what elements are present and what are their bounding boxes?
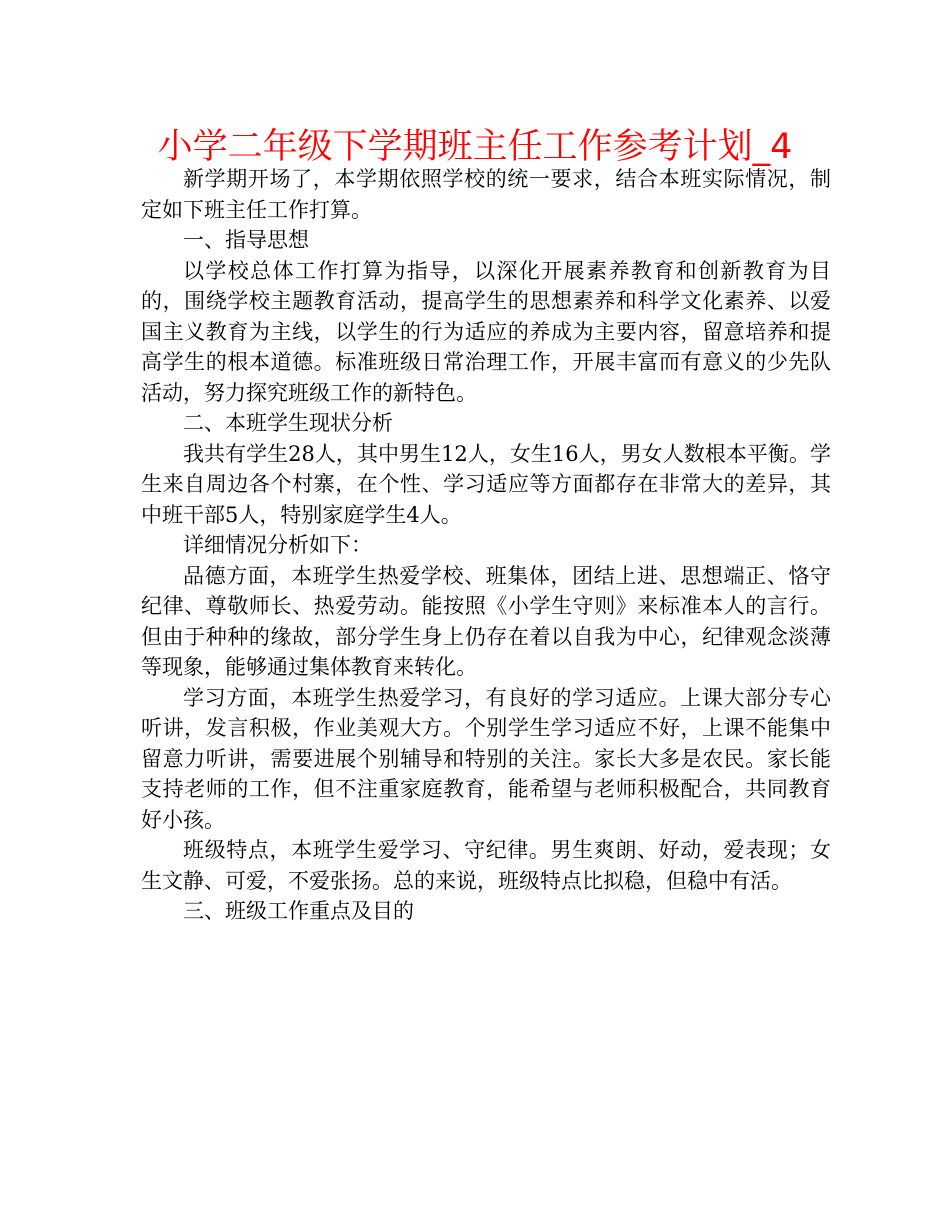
heading-key-goals: 三、班级工作重点及目的 bbox=[183, 899, 414, 923]
paragraph-class-features: 班级特点，本班学生爱学习、守纪律。男生爽朗、好动，爱表现；女生文静、可爱，不爱张扬。总的来说，班级特点比拟稳，但稳中有活。 bbox=[141, 838, 831, 893]
paragraph-guiding-ideology: 以学校总体工作打算为指导，以深化开展素养教育和创新教育为目的，围绕学校主题教育活动，提高学生的思想素养和科学文化素养、以爱国主义教育为主线，以学生的行为适应的养成为主要内容，留意培养和提高学生的根本道德。标准班级日常治理工作，开展丰富而有意义的少先队活动，努力探究班级工作的新特色。 bbox=[141, 258, 831, 405]
paragraph-intro: 新学期开场了，本学期依照学校的统一要求，结合本班实际情况，制定如下班主任工作打算。 bbox=[141, 167, 831, 222]
document-body bbox=[141, 164, 831, 927]
heading-class-status: 二、本班学生现状分析 bbox=[183, 411, 393, 435]
heading-guiding-ideology: 一、指导思想 bbox=[183, 228, 309, 252]
document-title: 小学二年级下学期班主任工作参考计划_4 bbox=[157, 127, 793, 167]
paragraph-study: 学习方面，本班学生热爱学习，有良好的学习适应。上课大部分专心听讲，发言积极，作业美观大方。个别学生学习适应不好，上课不能集中留意力听讲，需要进展个别辅导和特别的关注。家长大多是农民。家长能支持老师的工作，但不注重家庭教育，能希望与老师积极配合，共同教育好小孩。 bbox=[141, 685, 831, 832]
paragraph-morality: 品德方面，本班学生热爱学校、班集体，团结上进、思想端正、恪守纪律、尊敬师长、热爱劳动。能按照《小学生守则》来标准本人的言行。但由于种种的缘故，部分学生身上仍存在着以自我为中心，纪律观念淡薄等现象，能够通过集体教育来转化。 bbox=[141, 563, 831, 679]
paragraph-class-status: 我共有学生28人，其中男生12人，女生16人，男女人数根本平衡。学生来自周边各个村寨，在个性、学习适应等方面都存在非常大的差异，其中班干部5人，特别家庭学生4人。 bbox=[141, 441, 831, 527]
paragraph-analysis-intro: 详细情况分析如下： bbox=[183, 533, 372, 557]
